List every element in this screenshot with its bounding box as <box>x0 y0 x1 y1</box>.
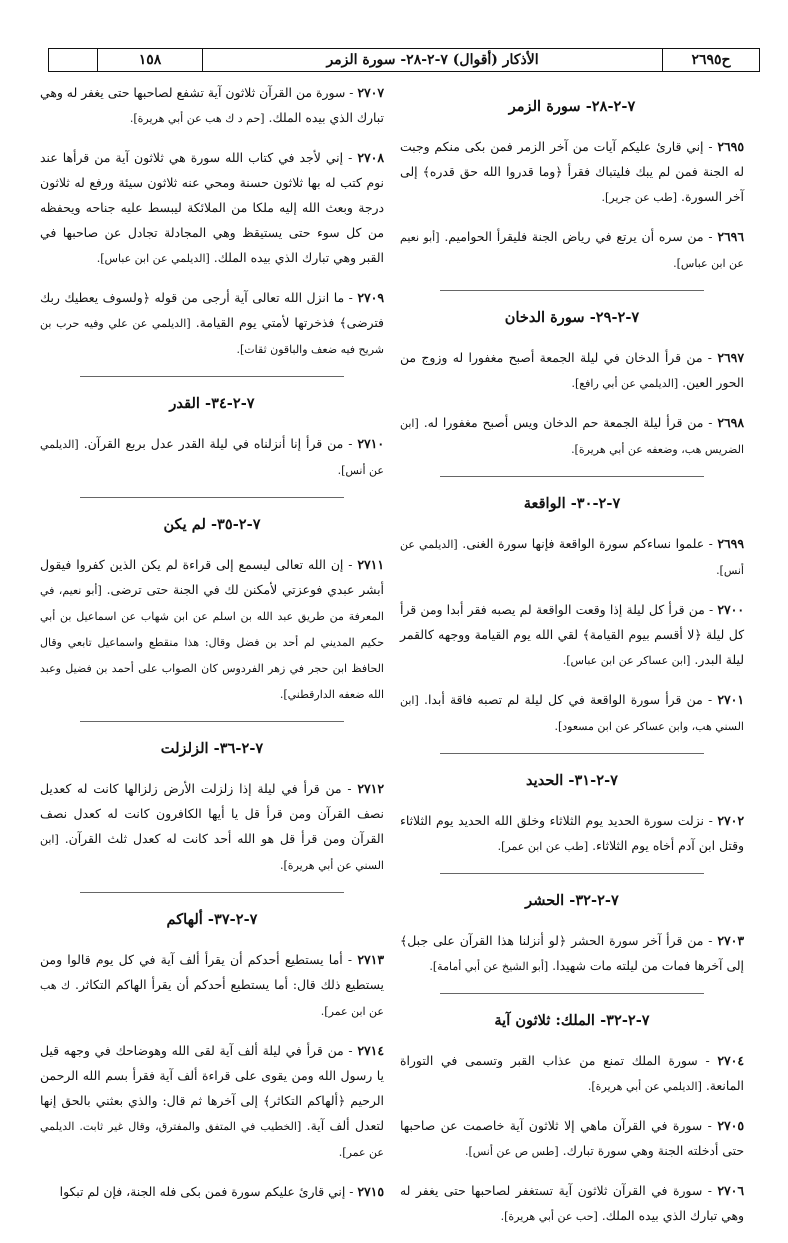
hadith-number: ٢٧٠٤ <box>717 1053 744 1068</box>
number-dash: - <box>703 139 718 154</box>
hadith-source: [أبو نعيم عن ابن عباس]. <box>400 231 744 270</box>
section-heading: ٧-٢-٣٧- ألهاكم <box>166 911 258 928</box>
number-dash: - <box>704 813 718 828</box>
section-heading: ٧-٢-٣٢- الملك: ثلاثون آية <box>494 1012 650 1029</box>
number-dash: - <box>343 557 358 572</box>
hadith-text: من قرأ سورة الواقعة في كل ليلة لم تصبه فاقة أبدا. <box>424 692 703 707</box>
number-dash: - <box>345 85 358 100</box>
hadith-text: سورة في القرآن ماهي إلا ثلاثون آية خاصمت عن صاحبها حتى أدخلته الجنة وهي سورة تبارك. <box>400 1118 744 1158</box>
hadith-source: [طب عن جرير]. <box>601 191 678 204</box>
hadith-text: من قرأ في ليلة ألف آية لقى الله وهوضاحك في وجهه قيل يا رسول الله ومن يقوى على قراءة ألف آية فقرأ بسم الله الرحمن الرحيم ﴿ألهاكم التكاثر﴾ إلى آخرها ثم قال: والذي بعثني بالحق إنها لتعدل ألف آية. <box>40 1043 384 1133</box>
number-dash: - <box>702 350 718 365</box>
hadith-text: أما يستطيع أحدكم أن يقرأ ألف آية في كل يوم قالوا ومن يستطيع ذلك قال: أما يستطيع أحدكم أن يقرأ الهاكم التكاثر. <box>40 952 384 992</box>
hadith-entry <box>400 531 744 583</box>
hadith-number: ٢٧٠٩ <box>357 290 384 305</box>
header-blank-cell <box>49 49 97 71</box>
hadith-number: ٢٧٠٨ <box>357 150 384 165</box>
number-dash: - <box>704 536 718 551</box>
section-divider <box>80 892 344 893</box>
number-dash: - <box>342 952 358 967</box>
section-divider <box>440 290 704 291</box>
section-heading: ٧-٢-٣٠- الواقعة <box>523 495 621 512</box>
hadith-entry <box>400 1178 744 1229</box>
hadith-entry <box>400 345 744 396</box>
hadith-number: ٢٧١٥ <box>357 1184 384 1199</box>
hadith-source: [الديلمي عن علي وفيه حرب بن شريح فيه ضعف والباقون ثقات]. <box>40 317 384 356</box>
hadith-source: [طب عن ابن عمر]. <box>497 840 589 853</box>
hadith-text: إني قارئ عليكم آيات من آخر الزمر فمن بكى منكم وجبت له الجنة فمن لم يبك فليتباك فقرأ ﴿وما قدروا الله حق قدره﴾ إلى آخر السورة. <box>400 139 744 204</box>
hadith-source: [الديلمي عن أبي هريرة]. <box>587 1080 702 1093</box>
hadith-entry <box>400 224 744 276</box>
section-divider <box>80 721 344 722</box>
hadith-source: [أبو الشيخ عن أبي أمامة]. <box>429 960 549 973</box>
number-dash: - <box>341 781 358 796</box>
number-dash: - <box>702 1183 718 1198</box>
hadith-entry <box>40 285 384 362</box>
section-heading: ٧-٢-٣١- الحديد <box>526 772 618 789</box>
section-heading: ٧-٢-٣٢- الحشر <box>525 892 619 909</box>
hadith-entry <box>40 80 384 131</box>
hadith-entry <box>40 1038 384 1165</box>
hadith-number: ٢٧١٤ <box>357 1043 384 1058</box>
number-dash: - <box>702 692 718 707</box>
header-code: ح٢٦٩٥ <box>662 49 759 71</box>
hadith-entry <box>40 431 384 483</box>
hadith-text: إني لأجد في كتاب الله سورة هي ثلاثون آية من قرأها عند نوم كتب له بها ثلاثون حسنة ومحي عنه ثلاثون سيئة ورفع له ثلاثون درجة وبعث الله إليه ملكا من الملائكة ليبسط عليه جناحه ويحفظه من كل سوء حتى يستيقظ وهي المجادلة تجادل عن صاحبها في القبر وهي تبارك الذي بيده الملك. <box>40 150 384 265</box>
hadith-entry <box>400 808 744 859</box>
number-dash: - <box>703 933 718 948</box>
hadith-source: [ابن عساكر عن ابن عباس]. <box>562 654 691 667</box>
hadith-text: من سره أن يرتع في رياض الجنة فليقرأ الحواميم. <box>444 229 704 244</box>
hadith-entry <box>400 134 744 210</box>
section-heading: ٧-٢-٢٩- سورة الدخان <box>504 309 640 326</box>
page-header <box>48 48 760 72</box>
hadith-number: ٢٧١٠ <box>357 436 384 451</box>
hadith-text: من قرأ في ليلة إذا زلزلت الأرض زلزالها كانت له كعديل نصف القرآن ومن قرأ قل يا أيها الكافرون كانت له كعدل نصف القرآن ومن قرأ قل هو الله أحد كانت له كعدل ثلث القرآن. <box>40 781 384 846</box>
section-divider <box>440 993 704 994</box>
number-dash: - <box>344 290 358 305</box>
section-heading: ٧-٢-٣٤- القدر <box>169 395 255 412</box>
hadith-number: ٢٧٠٧ <box>357 85 384 100</box>
hadith-source: [حب عن أبي هريرة]. <box>500 1210 598 1223</box>
hadith-number: ٢٦٩٩ <box>717 536 744 551</box>
hadith-text: من قرأ كل ليلة إذا وقعت الواقعة لم يصبه فقر أبدا ومن قرأ كل ليلة ﴿لا أقسم بيوم القيامة﴾ لقي الله يوم القيامة ووجهه كالقمر ليلة البدر. <box>400 602 744 667</box>
page-number: ١٥٨ <box>97 49 202 71</box>
number-dash: - <box>697 1053 718 1068</box>
hadith-text: من قرأ الدخان في ليلة الجمعة أصبح مغفورا له وزوج من الحور العين. <box>400 350 744 390</box>
hadith-number: ٢٧٠٥ <box>717 1118 744 1133</box>
section-divider <box>440 476 704 477</box>
hadith-entry <box>400 1048 744 1099</box>
section-divider <box>440 873 704 874</box>
hadith-source: [الخطيب في المتفق والمفترق، وقال غير ثابت. الديلمي عن عمر]. <box>40 1120 384 1159</box>
hadith-entry <box>40 1179 384 1205</box>
hadith-entry <box>400 410 744 462</box>
number-dash: - <box>343 150 358 165</box>
section-heading: ٧-٢-٢٨- سورة الزمر <box>508 98 636 115</box>
number-dash: - <box>703 229 718 244</box>
hadith-number: ٢٧٠٢ <box>717 813 744 828</box>
section-heading: ٧-٢-٣٥- لم يكن <box>163 516 261 533</box>
hadith-source: [الديلمي عن أبي رافع]. <box>571 377 679 390</box>
section-heading: ٧-٢-٣٦- الزلزلت <box>160 740 264 757</box>
left-column <box>40 80 384 1219</box>
header-title: الأذكار (أقوال) ٧-٢-٢٨- سورة الزمر <box>202 49 662 71</box>
hadith-source: [طس ص عن أنس]. <box>464 1145 559 1158</box>
hadith-text: سورة الملك تمنع من عذاب القبر وتسمى في التوراة المانعة. <box>400 1053 744 1093</box>
number-dash: - <box>343 436 358 451</box>
hadith-entry <box>400 687 744 739</box>
right-column <box>400 80 744 1243</box>
hadith-entry <box>40 947 384 1024</box>
hadith-source: [أبو نعيم، في المعرفة من طريق عبد الله بن اسلم عن ابن شهاب عن اسماعيل بن أبي حكيم المديني لم أحد بن فضل وقال: هذا منقطع واسماعيل تابعي وقال الحافظ ابن حجر في زهر الفردوس كان الصواب على أحمد بن فضيل وعبد الله ضعفه الدارقطني]. <box>40 584 384 701</box>
hadith-text: من قرأ آخر سورة الحشر ﴿لو أنزلنا هذا القرآن على جبل﴾ إلى آخرها فمات من ليلته مات شهيدا. <box>400 933 744 973</box>
hadith-entry <box>40 552 384 707</box>
hadith-text: سورة من القرآن ثلاثون آية تشفع لصاحبها حتى يغفر له وهي تبارك الذي بيده الملك. <box>40 85 384 125</box>
number-dash: - <box>343 1043 358 1058</box>
hadith-number: ٢٧٠١ <box>717 692 744 707</box>
hadith-source: [الديلمي عن أنس]. <box>400 538 744 577</box>
hadith-text: من قرأ إنا أنزلناه في ليلة القدر عدل بربع القرآن. <box>83 436 344 451</box>
hadith-number: ٢٧١١ <box>357 557 384 572</box>
hadith-number: ٢٦٩٥ <box>717 139 744 154</box>
hadith-source: [ابن الضريس هب، وضعفه عن أبي هريرة]. <box>400 417 744 456</box>
hadith-text: ما انزل الله تعالى آية أرجى من قوله ﴿ولسوف يعطيك ربك فترضى﴾ فذخرتها لأمتي يوم القيامة. <box>40 290 384 330</box>
hadith-source: [ابن السني هب، وابن عساكر عن ابن مسعود]. <box>400 694 744 733</box>
hadith-text: سورة في القرآن ثلاثون آية تستغفر لصاحبها حتى يغفر له وهي تبارك الذي بيده الملك. <box>400 1183 744 1223</box>
hadith-number: ٢٦٩٨ <box>717 415 744 430</box>
hadith-entry <box>400 1113 744 1164</box>
hadith-source: [حم د ك هب عن أبي هريرة]. <box>129 112 265 125</box>
hadith-number: ٢٦٩٧ <box>717 350 744 365</box>
hadith-text: إن الله تعالى ليسمع إلى قراءة لم يكن الذين كفروا فيقول أبشر عبدي فوعزتي لأمكنن لك في الجنة حتى ترضى. <box>40 557 384 597</box>
hadith-number: ٢٧١٢ <box>357 781 384 796</box>
hadith-text: نزلت سورة الحديد يوم الثلاثاء وخلق الله الحديد يوم الثلاثاء وقتل ابن آدم أخاه يوم الثلاثاء. <box>400 813 744 853</box>
hadith-entry <box>40 776 384 878</box>
hadith-text: إني قارئ عليكم سورة فمن بكى فله الجنة، فإن لم تبكوا <box>59 1184 346 1199</box>
hadith-source: [ابن السني عن أبي هريرة]. <box>40 833 384 872</box>
section-divider <box>80 497 344 498</box>
hadith-source: [الديلمي عن ابن عباس]. <box>96 252 210 265</box>
hadith-number: ٢٧١٣ <box>357 952 384 967</box>
number-dash: - <box>703 415 718 430</box>
section-divider <box>440 753 704 754</box>
number-dash: - <box>345 1184 358 1199</box>
number-dash: - <box>702 1118 718 1133</box>
hadith-number: ٢٦٩٦ <box>717 229 744 244</box>
hadith-number: ٢٧٠٣ <box>717 933 744 948</box>
number-dash: - <box>704 602 718 617</box>
hadith-entry <box>40 145 384 271</box>
hadith-text: من قرأ ليلة الجمعة حم الدخان ويس أصبح مغفورا له. <box>423 415 704 430</box>
hadith-source: [الديلمي عن أنس]. <box>40 438 384 477</box>
hadith-entry <box>400 597 744 673</box>
section-divider <box>80 376 344 377</box>
hadith-source: ك هب عن ابن عمر]. <box>40 979 384 1018</box>
hadith-number: ٢٧٠٦ <box>717 1183 744 1198</box>
hadith-entry <box>400 928 744 979</box>
hadith-text: علموا نساءكم سورة الواقعة فإنها سورة الغنى. <box>462 536 705 551</box>
hadith-number: ٢٧٠٠ <box>717 602 744 617</box>
